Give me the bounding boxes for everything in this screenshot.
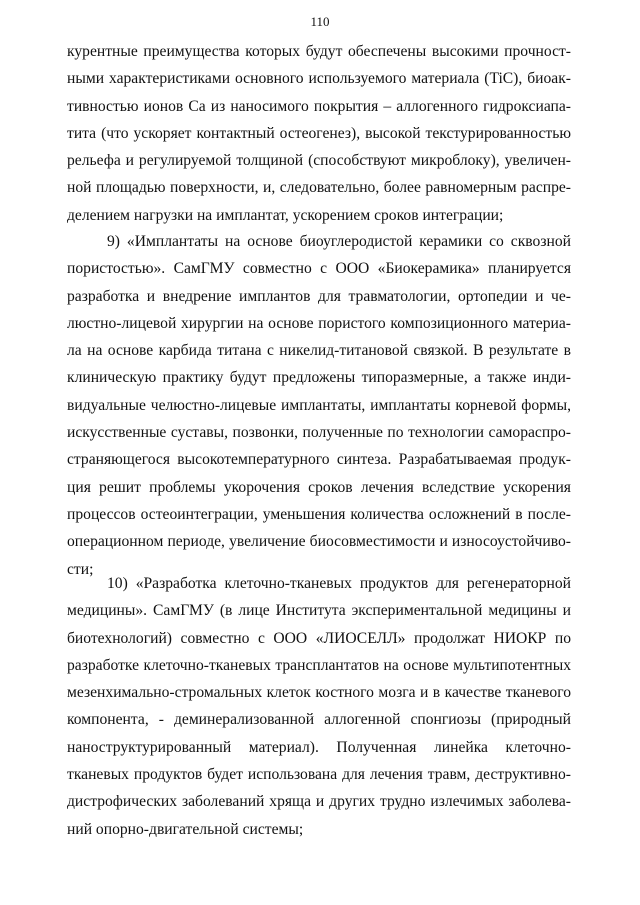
text-line: искусственные суставы, позвонки, полученные по технологии самораспро- xyxy=(67,424,571,442)
text-line: ла на основе карбида титана с никелид-титановой связкой. В результате в xyxy=(67,342,571,360)
text-line: операционном периоде, увеличение биосовместимости и износоустойчиво- xyxy=(67,533,571,551)
text-line: медицины». СамГМУ (в лице Института экспериментальной медицины и xyxy=(67,602,571,620)
text-line: тита (что ускоряет контактный остеогенез), высокой текстурированностью xyxy=(67,124,571,142)
paragraph-implant-advantages xyxy=(67,38,571,229)
text-line: разработке клеточно-тканевых трансплантатов на основе мультипотентных xyxy=(67,656,571,674)
text-line: страняющегося высокотемпературного синтеза. Разрабатываемая продук- xyxy=(67,451,571,469)
text-line: биотехнологий) совместно с ООО «ЛИОСЕЛЛ» продолжат НИОКР по xyxy=(67,629,571,647)
text-line: пористостью». СамГМУ совместно с ООО «Биокерамика» планируется xyxy=(67,260,571,278)
text-line: тивностью ионов Са из наносимого покрытия – аллогенного гидроксиапа- xyxy=(67,97,571,115)
text-line: 10) «Разработка клеточно-тканевых продуктов для регенераторной xyxy=(107,575,571,592)
text-line: ний опорно-двигательной системы; xyxy=(67,820,304,838)
text-line: люстно-лицевой хирургии на основе пористого композиционного материа- xyxy=(67,314,571,332)
page-number: 110 xyxy=(310,14,330,29)
text-line: видуальные челюстно-лицевые имплантаты, имплантаты корневой формы, xyxy=(67,396,571,414)
text-line: наноструктурированный материал). Полученная линейка клеточно- xyxy=(67,738,571,756)
text-line: делением нагрузки на имплантат, ускорением сроков интеграции; xyxy=(67,206,504,224)
text-line: клиническую практику будут предложены типоразмерные, а также инди- xyxy=(67,369,571,387)
text-line: дистрофических заболеваний хряща и других трудно излечимых заболева- xyxy=(67,793,571,811)
text-line: тканевых продуктов будет использована для лечения травм, деструктивно- xyxy=(67,766,571,784)
text-line: ция решит проблемы укорочения сроков лечения вследствие ускорения xyxy=(67,478,571,496)
text-line: разработка и внедрение имплантов для травматологии, ортопедии и че- xyxy=(67,287,571,305)
text-line: мезенхимально-стромальных клеток костного мозга и в качестве тканевого xyxy=(67,684,571,702)
text-line: 9) «Имплантаты на основе биоуглеродистой керамики со сквозной xyxy=(107,233,571,250)
text-line: процессов остеоинтеграции, уменьшения количества осложнений в после- xyxy=(67,505,571,523)
paragraph-item-9 xyxy=(67,228,571,583)
text-line: курентные преимущества которых будут обеспечены высокими прочност- xyxy=(67,43,571,60)
text-line: компонента, - деминерализованной аллогенной спонгиозы (природный xyxy=(67,711,571,729)
paragraph-item-10 xyxy=(67,570,571,843)
text-line: сти; xyxy=(67,560,94,578)
text-line: ной площадью поверхности, и, следовательно, более равномерным распре- xyxy=(67,179,571,197)
text-line: рельефа и регулируемой толщиной (способствуют микроблоку), увеличен- xyxy=(67,152,571,170)
text-line: ными характеристиками основного используемого материала (TiC), биоак- xyxy=(67,70,571,88)
